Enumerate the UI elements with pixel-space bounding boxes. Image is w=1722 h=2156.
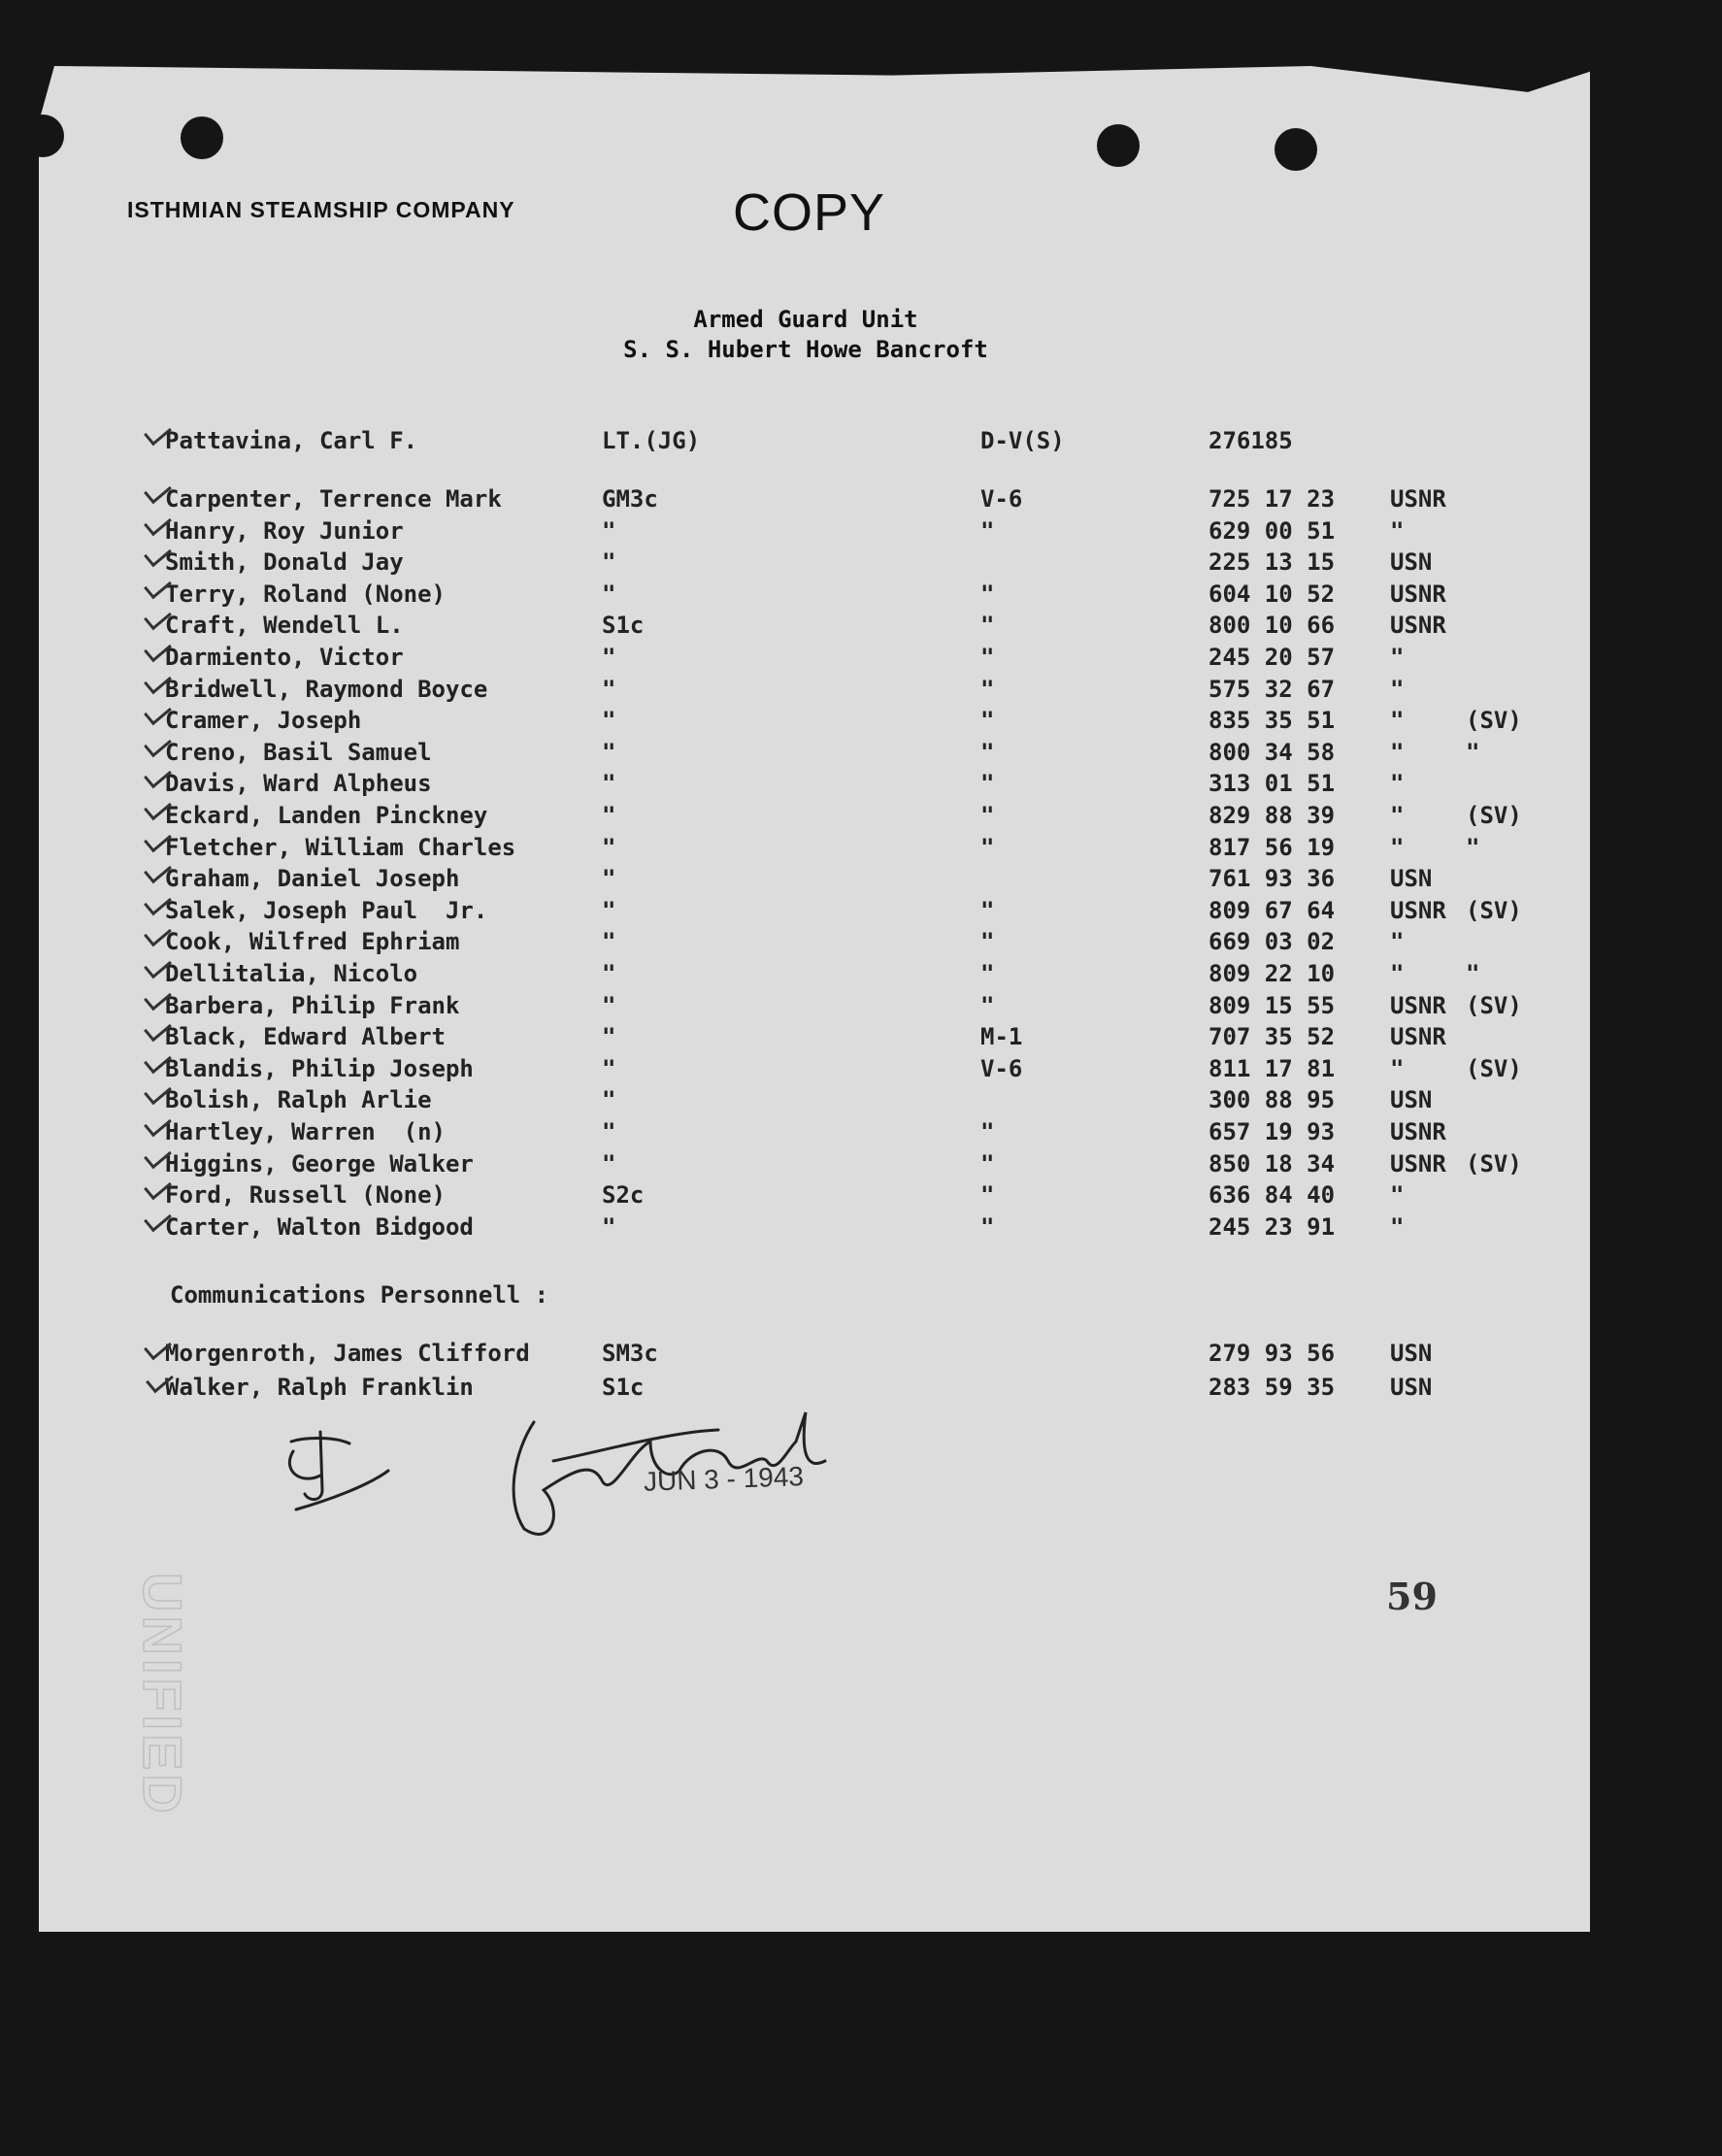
punch-hole xyxy=(1275,128,1317,171)
crew-service: USNR xyxy=(1390,1118,1446,1145)
crew-class: " xyxy=(980,1213,995,1241)
crew-name: Blandis, Philip Joseph xyxy=(165,1055,474,1082)
crew-row xyxy=(0,485,1722,516)
comm-name: Walker, Ralph Franklin xyxy=(165,1374,474,1401)
crew-rate: " xyxy=(602,1118,616,1145)
crew-name: Hartley, Warren (n) xyxy=(165,1118,446,1145)
crew-row xyxy=(0,802,1722,833)
crew-rate: " xyxy=(602,1086,616,1113)
officer-number: 276185 xyxy=(1209,427,1293,454)
crew-number: 800 34 58 xyxy=(1209,739,1336,766)
crew-class: " xyxy=(980,928,995,955)
crew-class: " xyxy=(980,834,995,861)
crew-name: Fletcher, William Charles xyxy=(165,834,516,861)
crew-number: 636 84 40 xyxy=(1209,1181,1336,1209)
crew-name: Craft, Wendell L. xyxy=(165,612,404,639)
crew-number: 817 56 19 xyxy=(1209,834,1336,861)
comm-number: 283 59 35 xyxy=(1209,1374,1336,1401)
crew-rate: " xyxy=(602,992,616,1019)
crew-note: " xyxy=(1466,834,1480,861)
crew-service: " xyxy=(1390,739,1405,766)
crew-class: " xyxy=(980,707,995,734)
crew-name: Ford, Russell (None) xyxy=(165,1181,446,1209)
comm-rate: S1c xyxy=(602,1374,645,1401)
crew-service: " xyxy=(1390,1181,1405,1209)
crew-service: USNR xyxy=(1390,1023,1446,1050)
crew-row xyxy=(0,928,1722,959)
crew-service: " xyxy=(1390,517,1405,545)
crew-rate: GM3c xyxy=(602,485,658,513)
comm-rate: SM3c xyxy=(602,1340,658,1367)
crew-note: (SV) xyxy=(1466,897,1522,924)
crew-class: " xyxy=(980,612,995,639)
crew-rate: " xyxy=(602,897,616,924)
crew-service: USNR xyxy=(1390,1150,1446,1178)
crew-class: " xyxy=(980,802,995,829)
crew-class: " xyxy=(980,580,995,608)
crew-class: " xyxy=(980,739,995,766)
officer-row xyxy=(0,427,1722,458)
crew-number: 800 10 66 xyxy=(1209,612,1336,639)
crew-name: Davis, Ward Alpheus xyxy=(165,770,432,797)
crew-name: Bridwell, Raymond Boyce xyxy=(165,676,488,703)
crew-name: Salek, Joseph Paul Jr. xyxy=(165,897,488,924)
crew-service: USNR xyxy=(1390,485,1446,513)
crew-note: (SV) xyxy=(1466,707,1522,734)
comm-number: 279 93 56 xyxy=(1209,1340,1336,1367)
crew-service: " xyxy=(1390,1055,1405,1082)
comm-row xyxy=(0,1340,1722,1371)
comm-row xyxy=(0,1374,1722,1405)
crew-row xyxy=(0,676,1722,707)
crew-class: " xyxy=(980,1181,995,1209)
crew-number: 707 35 52 xyxy=(1209,1023,1336,1050)
crew-name: Black, Edward Albert xyxy=(165,1023,446,1050)
crew-number: 669 03 02 xyxy=(1209,928,1336,955)
crew-row xyxy=(0,739,1722,770)
page-number: 59 xyxy=(1386,1575,1438,1618)
crew-row xyxy=(0,1023,1722,1054)
punch-hole xyxy=(181,116,223,159)
crew-rate: " xyxy=(602,517,616,545)
crew-number: 829 88 39 xyxy=(1209,802,1336,829)
crew-class: M-1 xyxy=(980,1023,1023,1050)
crew-class: " xyxy=(980,517,995,545)
crew-class: " xyxy=(980,1150,995,1178)
crew-rate: " xyxy=(602,1023,616,1050)
officer-name: Pattavina, Carl F. xyxy=(165,427,418,454)
crew-number: 225 13 15 xyxy=(1209,548,1336,576)
crew-rate: " xyxy=(602,1055,616,1082)
comm-service: USN xyxy=(1390,1374,1433,1401)
crew-name: Cook, Wilfred Ephriam xyxy=(165,928,460,955)
crew-name: Cramer, Joseph xyxy=(165,707,362,734)
date-stamp: JUN 3 - 1943 xyxy=(643,1461,805,1497)
crew-number: 300 88 95 xyxy=(1209,1086,1336,1113)
crew-rate: " xyxy=(602,644,616,671)
crew-service: " xyxy=(1390,644,1405,671)
crew-service: " xyxy=(1390,1213,1405,1241)
crew-note: (SV) xyxy=(1466,802,1522,829)
crew-number: 809 15 55 xyxy=(1209,992,1336,1019)
crew-service: USNR xyxy=(1390,897,1446,924)
crew-name: Bolish, Ralph Arlie xyxy=(165,1086,432,1113)
crew-note: (SV) xyxy=(1466,1055,1522,1082)
crew-number: 313 01 51 xyxy=(1209,770,1336,797)
unified-stamp: UNIFIED xyxy=(132,1573,193,1817)
crew-name: Carter, Walton Bidgood xyxy=(165,1213,474,1241)
punch-hole xyxy=(21,115,64,157)
crew-row xyxy=(0,1213,1722,1244)
crew-service: " xyxy=(1390,770,1405,797)
crew-row xyxy=(0,1086,1722,1117)
crew-number: 604 10 52 xyxy=(1209,580,1336,608)
crew-row xyxy=(0,1150,1722,1181)
crew-number: 811 17 81 xyxy=(1209,1055,1336,1082)
crew-number: 761 93 36 xyxy=(1209,865,1336,892)
crew-rate: " xyxy=(602,1150,616,1178)
crew-note: " xyxy=(1466,960,1480,987)
crew-service: USN xyxy=(1390,865,1433,892)
ship-title: S. S. Hubert Howe Bancroft xyxy=(623,336,988,363)
crew-rate: " xyxy=(602,865,616,892)
crew-class: " xyxy=(980,897,995,924)
crew-class: " xyxy=(980,770,995,797)
crew-rate: " xyxy=(602,802,616,829)
crew-name: Dellitalia, Nicolo xyxy=(165,960,418,987)
company-letterhead: ISTHMIAN STEAMSHIP COMPANY xyxy=(127,197,515,222)
crew-service: " xyxy=(1390,960,1405,987)
crew-row xyxy=(0,1118,1722,1149)
crew-name: Barbera, Philip Frank xyxy=(165,992,460,1019)
crew-number: 629 00 51 xyxy=(1209,517,1336,545)
crew-name: Graham, Daniel Joseph xyxy=(165,865,460,892)
crew-note: (SV) xyxy=(1466,992,1522,1019)
crew-rate: " xyxy=(602,770,616,797)
crew-row xyxy=(0,960,1722,991)
crew-rate: " xyxy=(602,1213,616,1241)
crew-service: " xyxy=(1390,928,1405,955)
crew-service: " xyxy=(1390,707,1405,734)
crew-rate: " xyxy=(602,960,616,987)
crew-service: " xyxy=(1390,676,1405,703)
crew-service: USNR xyxy=(1390,992,1446,1019)
crew-note: (SV) xyxy=(1466,1150,1522,1178)
crew-row xyxy=(0,1181,1722,1212)
crew-class: " xyxy=(980,1118,995,1145)
crew-number: 835 35 51 xyxy=(1209,707,1336,734)
comm-name: Morgenroth, James Clifford xyxy=(165,1340,530,1367)
crew-service: USNR xyxy=(1390,612,1446,639)
crew-row xyxy=(0,707,1722,738)
crew-number: 850 18 34 xyxy=(1209,1150,1336,1178)
crew-number: 725 17 23 xyxy=(1209,485,1336,513)
punch-hole xyxy=(1097,124,1140,167)
crew-rate: " xyxy=(602,548,616,576)
crew-number: 575 32 67 xyxy=(1209,676,1336,703)
crew-rate: " xyxy=(602,739,616,766)
crew-row xyxy=(0,897,1722,928)
crew-row xyxy=(0,580,1722,612)
crew-number: 809 67 64 xyxy=(1209,897,1336,924)
crew-name: Smith, Donald Jay xyxy=(165,548,404,576)
crew-rate: " xyxy=(602,676,616,703)
crew-note: " xyxy=(1466,739,1480,766)
crew-service: " xyxy=(1390,802,1405,829)
crew-row xyxy=(0,548,1722,580)
crew-rate: S1c xyxy=(602,612,645,639)
communications-heading: Communications Personnell : xyxy=(170,1281,549,1309)
crew-row xyxy=(0,865,1722,896)
crew-class: V-6 xyxy=(980,485,1023,513)
crew-rate: " xyxy=(602,928,616,955)
officer-class: D-V(S) xyxy=(980,427,1065,454)
unit-title: Armed Guard Unit xyxy=(693,306,918,333)
crew-rate: " xyxy=(602,580,616,608)
crew-name: Eckard, Landen Pinckney xyxy=(165,802,488,829)
crew-service: " xyxy=(1390,834,1405,861)
copy-mark: COPY xyxy=(733,183,886,242)
crew-row xyxy=(0,517,1722,548)
crew-rate: S2c xyxy=(602,1181,645,1209)
crew-class: " xyxy=(980,644,995,671)
crew-number: 809 22 10 xyxy=(1209,960,1336,987)
crew-class: " xyxy=(980,676,995,703)
crew-name: Higgins, George Walker xyxy=(165,1150,474,1178)
crew-row xyxy=(0,644,1722,675)
crew-name: Hanry, Roy Junior xyxy=(165,517,404,545)
comm-service: USN xyxy=(1390,1340,1433,1367)
crew-name: Darmiento, Victor xyxy=(165,644,404,671)
crew-number: 245 20 57 xyxy=(1209,644,1336,671)
crew-number: 245 23 91 xyxy=(1209,1213,1336,1241)
crew-row xyxy=(0,1055,1722,1086)
crew-service: USN xyxy=(1390,1086,1433,1113)
crew-rate: " xyxy=(602,834,616,861)
crew-name: Terry, Roland (None) xyxy=(165,580,446,608)
officer-rate: LT.(JG) xyxy=(602,427,701,454)
crew-class: V-6 xyxy=(980,1055,1023,1082)
crew-row xyxy=(0,612,1722,643)
crew-name: Carpenter, Terrence Mark xyxy=(165,485,502,513)
crew-class: " xyxy=(980,960,995,987)
crew-row xyxy=(0,992,1722,1023)
crew-row xyxy=(0,770,1722,801)
crew-service: USN xyxy=(1390,548,1433,576)
crew-service: USNR xyxy=(1390,580,1446,608)
crew-row xyxy=(0,834,1722,865)
crew-rate: " xyxy=(602,707,616,734)
crew-name: Creno, Basil Samuel xyxy=(165,739,432,766)
crew-number: 657 19 93 xyxy=(1209,1118,1336,1145)
crew-class: " xyxy=(980,992,995,1019)
